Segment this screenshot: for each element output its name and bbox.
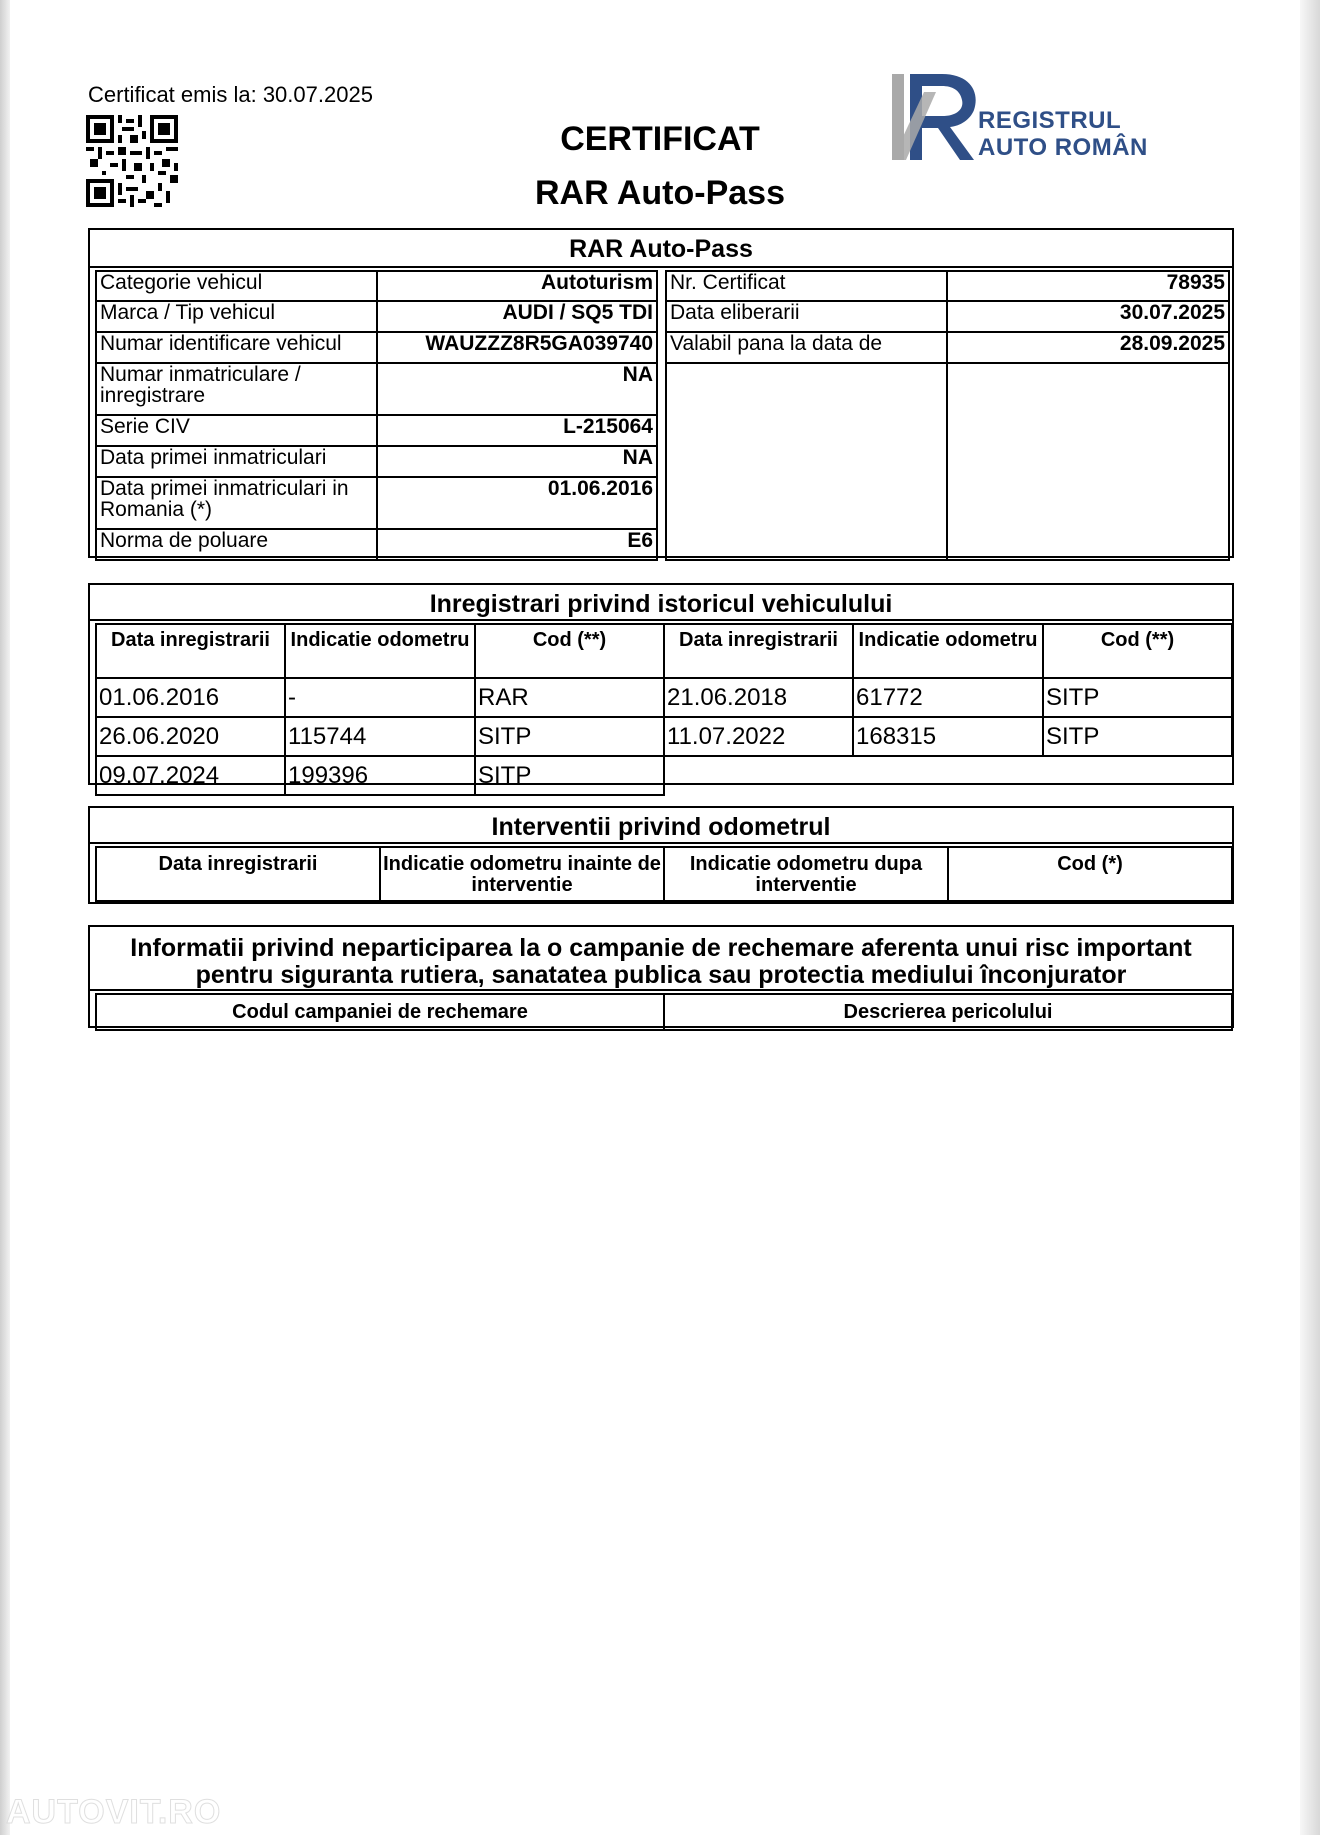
column-header: Data inregistrarii (96, 624, 285, 678)
vehicle-value: 01.06.2016 (377, 477, 657, 529)
vehicle-label: Data primei inmatriculari (96, 446, 377, 477)
table-cell: - (285, 678, 475, 717)
vehicle-value: E6 (377, 529, 657, 560)
watermark: AUTOVIT.RO (6, 1793, 222, 1831)
table-row (666, 271, 1229, 301)
history-section (88, 583, 1234, 789)
column-header: Descrierea pericolului (664, 994, 1232, 1030)
table-cell: 21.06.2018 (664, 678, 853, 717)
table-cell: 61772 (853, 678, 1043, 717)
table-row-empty (666, 363, 1229, 560)
issued-date: Certificat emis la: 30.07.2025 (88, 82, 373, 107)
table-cell: 199396 (285, 756, 475, 795)
vehicle-section (88, 228, 1234, 558)
recall-section (88, 925, 1234, 1028)
certificate-label: Data eliberarii (666, 301, 947, 332)
table-row (96, 717, 1232, 756)
empty-cell (947, 363, 1229, 560)
logo-text (978, 107, 1148, 161)
history-section-title: Inregistrari privind istoricul vehiculului (90, 585, 1232, 621)
table-cell: 09.07.2024 (96, 756, 285, 795)
recall-section-title: Informatii privind neparticiparea la o campanie de rechemare aferenta unui risc important pentru siguranta rutiera, sanatatea publica sau protectia mediului înconjurator (90, 927, 1232, 991)
table-header-row (96, 994, 1232, 1030)
vehicle-table (95, 270, 658, 561)
certificate-label: Nr. Certificat (666, 271, 947, 301)
column-header: Data inregistrarii (664, 624, 853, 678)
vehicle-section-title: RAR Auto-Pass (90, 230, 1232, 268)
vehicle-value: L-215064 (377, 415, 657, 446)
column-header: Cod (**) (1043, 624, 1232, 678)
odometer-section-title: Interventii privind odometrul (90, 808, 1232, 844)
vehicle-label: Numar inmatriculare / inregistrare (96, 363, 377, 415)
document-subtitle: RAR Auto-Pass (535, 174, 785, 212)
vehicle-label: Norma de poluare (96, 529, 377, 560)
table-row (666, 332, 1229, 363)
vehicle-label: Numar identificare vehicul (96, 332, 377, 363)
document-title: CERTIFICAT (560, 120, 760, 158)
table-header-row (96, 624, 1232, 678)
table-row (96, 363, 657, 415)
table-row (96, 446, 657, 477)
table-cell: 01.06.2016 (96, 678, 285, 717)
table-row (96, 271, 657, 301)
odometer-table (95, 846, 1233, 902)
table-row (96, 529, 657, 560)
recall-table (95, 993, 1233, 1031)
vehicle-value: AUDI / SQ5 TDI (377, 301, 657, 332)
table-row (96, 301, 657, 332)
table-cell: 11.07.2022 (664, 717, 853, 756)
empty-cell (666, 363, 947, 560)
column-header: Indicatie odometru (853, 624, 1043, 678)
column-header: Indicatie odometru inainte de interventie (380, 847, 664, 901)
vehicle-label: Marca / Tip vehicul (96, 301, 377, 332)
table-cell: RAR (475, 678, 664, 717)
table-cell: SITP (475, 756, 664, 795)
table-cell: SITP (1043, 678, 1232, 717)
vehicle-label: Serie CIV (96, 415, 377, 446)
column-header: Indicatie odometru dupa interventie (664, 847, 948, 901)
table-row (666, 301, 1229, 332)
vehicle-value: Autoturism (377, 271, 657, 301)
empty-cell (664, 756, 1232, 795)
odometer-section (88, 806, 1234, 904)
vehicle-label: Data primei inmatriculari in Romania (*) (96, 477, 377, 529)
table-row (96, 477, 657, 529)
table-row (96, 415, 657, 446)
vehicle-value: WAUZZZ8R5GA039740 (377, 332, 657, 363)
logo-line-2: AUTO ROMÂN (978, 134, 1148, 161)
certificate-value: 30.07.2025 (947, 301, 1229, 332)
history-table (95, 623, 1233, 796)
table-cell: 168315 (853, 717, 1043, 756)
certificate-label: Valabil pana la data de (666, 332, 947, 363)
table-header-row (96, 847, 1232, 901)
page-edge-left (0, 0, 10, 1835)
table-cell: 115744 (285, 717, 475, 756)
table-cell: SITP (475, 717, 664, 756)
table-row (96, 332, 657, 363)
qr-code (86, 115, 178, 207)
column-header: Cod (**) (475, 624, 664, 678)
certificate-table (665, 270, 1230, 561)
vehicle-value: NA (377, 446, 657, 477)
table-row (96, 678, 1232, 717)
column-header: Indicatie odometru (285, 624, 475, 678)
table-cell: 26.06.2020 (96, 717, 285, 756)
vehicle-value: NA (377, 363, 657, 415)
column-header: Cod (*) (948, 847, 1232, 901)
certificate-value: 28.09.2025 (947, 332, 1229, 363)
table-cell: SITP (1043, 717, 1232, 756)
column-header: Codul campaniei de rechemare (96, 994, 664, 1030)
certificate-value: 78935 (947, 271, 1229, 301)
page-edge-right (1300, 0, 1320, 1835)
logo-line-1: REGISTRUL (978, 107, 1122, 134)
column-header: Data inregistrarii (96, 847, 380, 901)
vehicle-label: Categorie vehicul (96, 271, 377, 301)
table-row (96, 756, 1232, 795)
